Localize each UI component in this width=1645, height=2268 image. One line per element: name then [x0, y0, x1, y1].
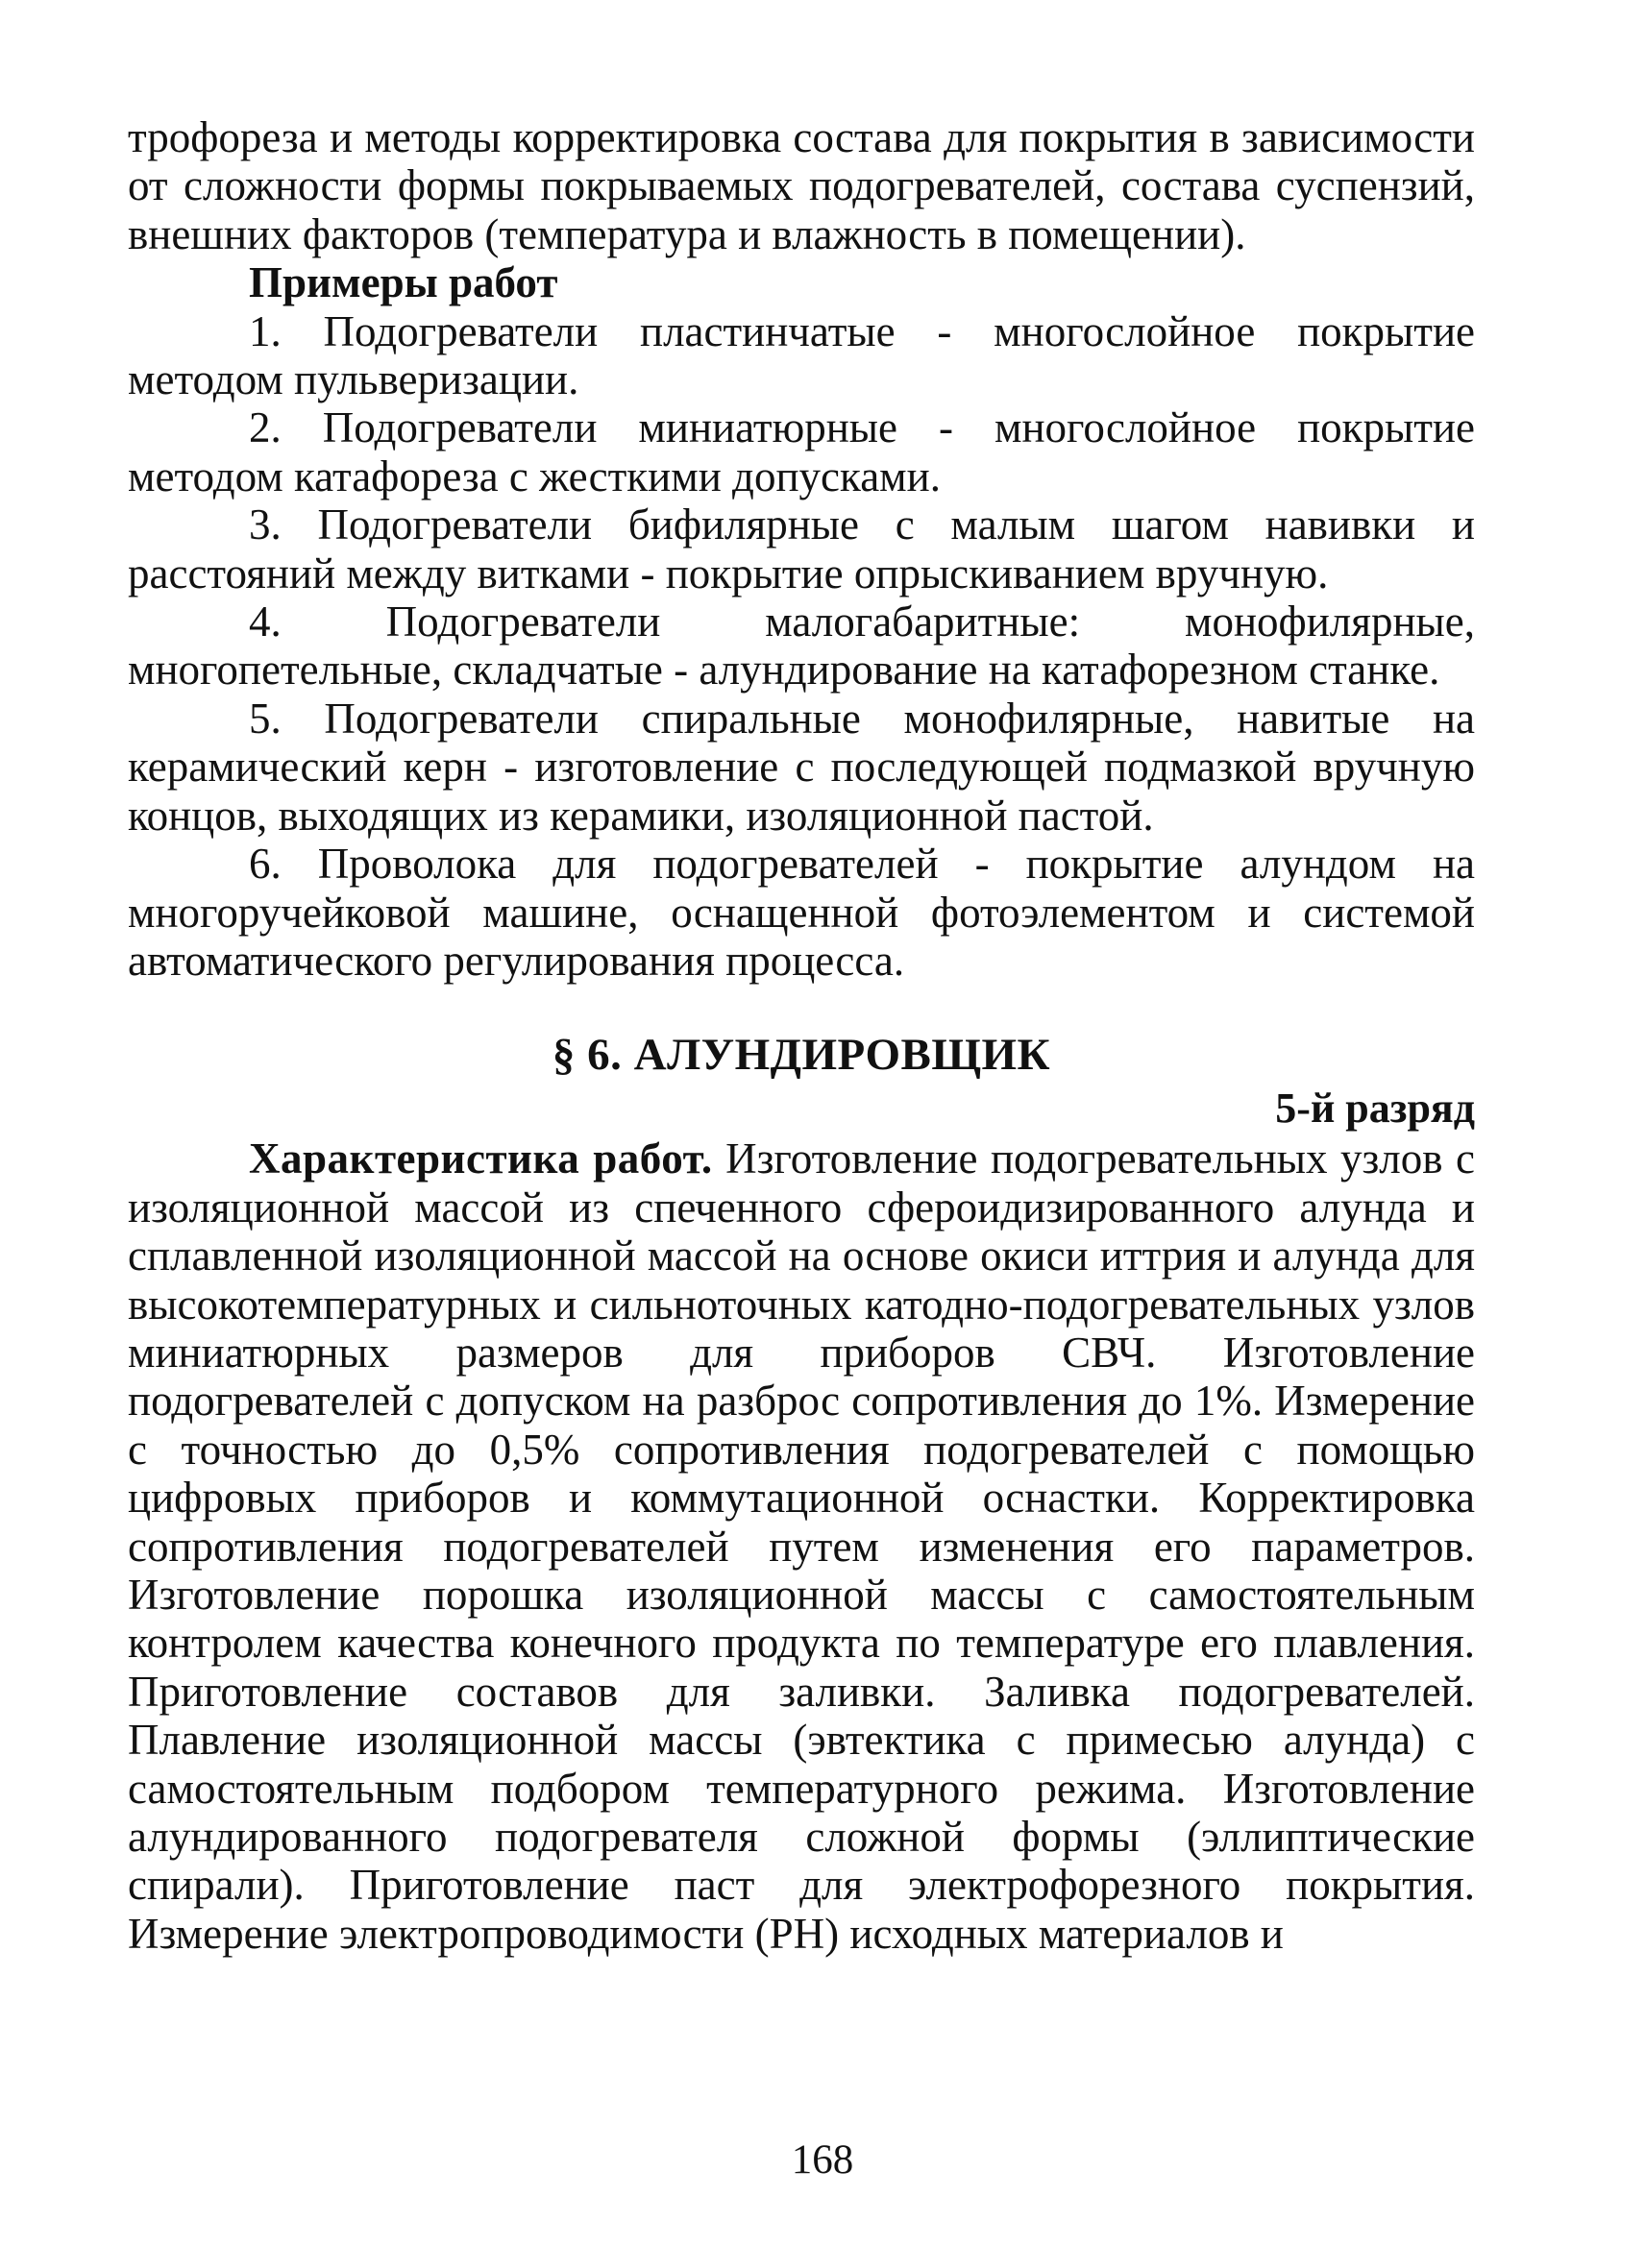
examples-heading: Примеры работ	[249, 258, 558, 307]
grade-label: 5-й разряд	[1275, 1085, 1475, 1133]
characteristic-paragraph	[128, 1134, 1475, 1958]
example-item-1: 1. Подогреватели пластинчатые - многослойное покрытие методом пульверизации.	[128, 306, 1475, 404]
characteristic-text: Изготовление подогревательных узлов с изоляционной массой из спеченного сфероидизированного алунда и сплавленной изоляционной массой на основе окиси иттрия и алунда для высокотемпературных и сильноточных катодно-подогревательных узлов миниатюрных размеров для приборов СВЧ. Изготовление подогревателей с допуском на разброс сопротивления до 1%. Измерение с точностью до 0,5% сопротивления подогревателей с помощью цифровых приборов и коммутационной оснастки. Корректировка сопротивления подогревателей путем изменения его параметров. Изготовление порошка изоляционной массы с самостоятельным контролем качества конечного продукта по температуре его плавления. Приготовление составов для заливки. Заливка подогревателей. Плавление изоляционной массы (эвтектика с примесью алунда) с самостоятельным подбором температурного режима. Изготовление алундированного подогревателя сложной формы (эллиптические спирали). Приготовление паст для электрофорезного покрытия. Измерение электропроводимости (РН) исходных материалов и	[128, 1134, 1475, 1958]
example-item-6: 6. Проволока для подогревателей - покрытие алундом на многоручейковой машине, оснащенной фотоэлементом и системой автоматического регулирования процесса.	[128, 840, 1475, 985]
page-body	[128, 113, 1475, 1958]
intro-paragraph: трофореза и методы корректировка состава для покрытия в зависимости от сложности формы покрываемых подогревателей, состава суспензий, внешних факторов (температура и влажность в помещении).	[128, 113, 1475, 258]
example-item-4: 4. Подогреватели малогабаритные: монофилярные, многопетельные, складчатые - алундирование на катафорезном станке.	[128, 597, 1475, 695]
page-number: 168	[791, 2137, 854, 2183]
example-item-2: 2. Подогреватели миниатюрные - многослойное покрытие методом катафореза с жесткими допусками.	[128, 403, 1475, 500]
example-item-5: 5. Подогреватели спиральные монофилярные, навитые на керамический керн - изготовление с последующей подмазкой вручную концов, выходящих из керамики, изоляционной пастой.	[128, 694, 1475, 840]
section-title: § 6. АЛУНДИРОВЩИК	[552, 1030, 1051, 1081]
characteristic-label: Характеристика работ.	[249, 1134, 713, 1183]
example-item-3: 3. Подогреватели бифилярные с малым шагом навивки и расстояний между витками - покрытие опрыскиванием вручную.	[128, 500, 1475, 597]
